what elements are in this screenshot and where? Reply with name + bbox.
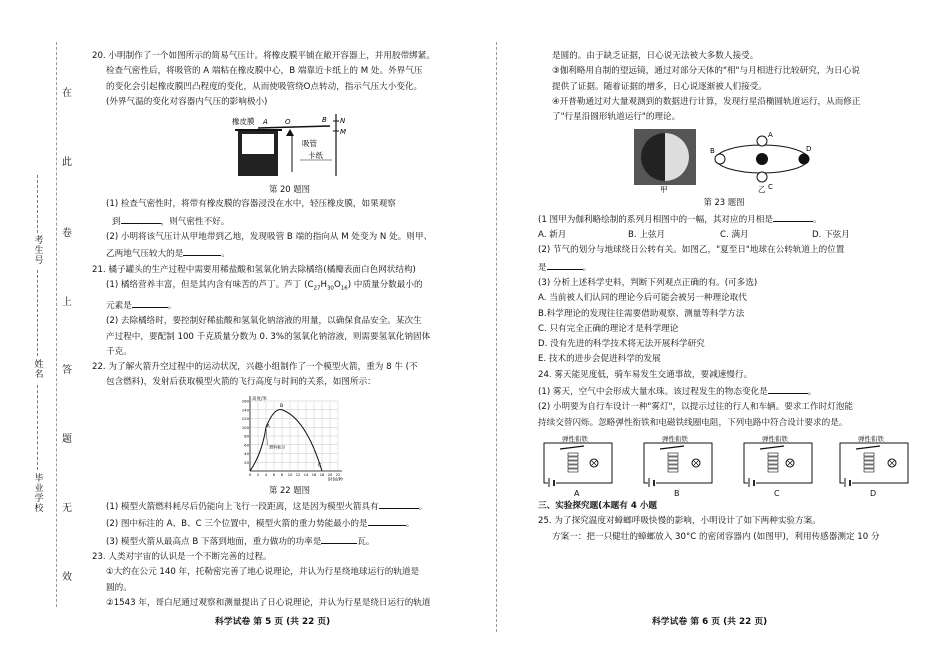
x-tick-label: 8 — [280, 472, 283, 477]
x-tick-label: 10 — [287, 472, 292, 477]
option[interactable]: C. 满月 — [720, 230, 749, 241]
coil — [568, 461, 578, 464]
label-c: C — [768, 183, 773, 192]
point-a-label: A — [266, 424, 270, 430]
label-n: N — [339, 117, 345, 126]
q23-sub1: (1 图甲为伽利略绘制的系列月相图中的一幅，其对应的月相是 。 — [538, 211, 910, 228]
answer-blank[interactable] — [183, 245, 221, 256]
seal-char: 此 — [62, 157, 72, 168]
q20-sub1: (1) 检查气密性时，将带有橡皮膜的容器浸没在水中，轻压橡皮膜，如果观察 — [106, 199, 396, 210]
label-membrane: 橡皮膜 — [231, 117, 254, 127]
seal-char: 在 — [62, 88, 72, 99]
x-tick-label: 16 — [311, 472, 316, 477]
coil — [568, 453, 578, 456]
x-axis-label: 时间/秒 — [327, 477, 343, 481]
armature — [560, 446, 584, 449]
straw-line — [258, 126, 330, 128]
armature-label: 弹性衔铁 — [562, 434, 588, 443]
container-window — [242, 134, 274, 154]
q22-line: 22. 为了解火箭升空过程中的运动状况，兴趣小组制作了一个模型火箭，重为 8 牛 (不 — [92, 362, 418, 373]
q23-sub1-options — [538, 228, 910, 243]
coil — [568, 457, 578, 460]
circuit-label-d: D — [870, 488, 877, 498]
q23-item3-cont: 提供了证据。随着证据的增多，日心说逐渐被人们接受。 — [552, 81, 767, 92]
figure-caption: 第 23 题图 — [703, 197, 745, 208]
armature — [760, 446, 784, 449]
q23-item4: ④开普勒通过对大量观测到的数据进行计算，发现行星沿椭圆轨道运行，从而修正 — [552, 96, 861, 107]
q23-item2-cont: 是圆的。由于缺乏证据，日心说无法被大多数人接受。 — [552, 51, 759, 61]
label-b: B — [321, 116, 327, 125]
q25-line: 25. 为了探究温度对蟑螂呼吸快慢的影响，小明设计了如下两种实验方案。 — [538, 516, 821, 527]
coil — [668, 469, 678, 472]
option[interactable]: B.科学理论的发现往往需要借助观察、测量等科学方法 — [538, 308, 745, 319]
label-a: A — [262, 118, 268, 127]
answer-blank[interactable] — [547, 259, 583, 270]
earth-b — [715, 154, 725, 164]
coil — [668, 453, 678, 456]
figure-caption: 第 20 题图 — [268, 184, 311, 195]
option[interactable]: A. 当前被人们认同的理论今后可能会被另一种理论取代 — [538, 293, 747, 304]
field-label-exam-number: 考生号 — [34, 236, 44, 266]
armature — [856, 446, 880, 449]
answer-blank[interactable] — [121, 213, 161, 224]
label-yi: 乙 — [758, 185, 766, 194]
earth-a — [757, 136, 767, 146]
x-tick-label: 4 — [264, 472, 267, 477]
option[interactable]: D. 没有先进的科学技术将无法开展科学研究 — [538, 339, 705, 350]
q22-sub3: (3) 模型火箭从最高点 B 下落到地面，重力做功的功率是 瓦。 — [92, 533, 487, 550]
y-tick-label: 80 — [243, 433, 249, 439]
q21-sub2-cont: 产过程中，要配制 100 千克质量分数为 0. 3%的氢氧化钠溶液，则需要氢氧化钠固体 — [106, 331, 431, 342]
label-d: D — [806, 145, 812, 154]
circuit-d[interactable] — [834, 433, 914, 493]
coil — [668, 457, 678, 460]
seal-line — [56, 42, 69, 607]
circuit-c[interactable] — [738, 433, 818, 493]
coil — [864, 457, 874, 460]
y-tick-label: 140 — [241, 407, 249, 413]
left-column — [92, 49, 487, 611]
q23-item2: ②1543 年，哥白尼通过观察和测量提出了日心说理论，并认为行星是绕日运行的轨道 — [106, 597, 431, 608]
q24-sub2: (2) 小明要为自行车设计一种"雾灯"，以提示过往的行人和车辆。要求工作时灯泡能 — [538, 402, 853, 413]
coil — [864, 461, 874, 464]
point-b-label: B — [279, 403, 283, 409]
q23-item3: ③伽利略用自制的望远镜，通过对部分天体的"相"与月相进行比较研究，为日心说 — [552, 66, 860, 77]
option[interactable]: A. 新月 — [538, 230, 567, 241]
coil — [864, 453, 874, 456]
burnout-label: 燃料耗尽 — [268, 444, 285, 450]
y-tick-label: 60 — [243, 442, 249, 448]
seal-char: 无 — [62, 503, 72, 514]
q23-item1: ①大约在公元 140 年，托勒密完善了地心说理论，并认为行星绕地球运行的轨道是 — [106, 567, 420, 578]
q24-sub2-cont: 持续交替闪烁。忽略弹性衔铁和电磁铁线圈电阻，下列电路中符合设计要求的是。 — [538, 417, 848, 428]
seal-char: 答 — [62, 365, 72, 376]
right-column — [538, 49, 910, 545]
x-tick-label: 6 — [272, 472, 275, 477]
coil — [568, 465, 578, 468]
column-divider — [496, 42, 497, 632]
field-label-school: 毕业学校 — [34, 474, 44, 514]
circuit-a[interactable] — [538, 433, 618, 493]
x-tick-label: 20 — [327, 472, 332, 477]
q21-line: 21. 橘子罐头的生产过程中需要用稀盐酸和氢氧化钠去除橘络(橘瓣表面白色网状结构) — [92, 264, 416, 275]
coil — [864, 469, 874, 472]
field-label-name: 姓名 — [34, 360, 44, 380]
point-c-label: C — [317, 463, 321, 469]
q22-line: 包含燃料)，发射后获取模型火箭的飞行高度与时间的关系，如图所示： — [106, 377, 376, 388]
earth-c — [757, 172, 767, 182]
q24-sub1: (1) 雾天，空气中会形成大量水珠。该过程发生的物态变化是 。 — [538, 383, 910, 400]
x-tick-label: 18 — [319, 472, 324, 477]
y-tick-label: 40 — [243, 450, 249, 456]
x-tick-label: 12 — [295, 472, 300, 477]
q20-sub1-cont: 到 ，则气密性不好。 — [92, 213, 487, 230]
coil — [768, 453, 778, 456]
y-tick-label: 120 — [241, 415, 249, 421]
height-curve — [250, 409, 322, 470]
q23-item4-cont: 了"行星沿圆形轨道运行"的理论。 — [552, 112, 681, 123]
coil — [768, 461, 778, 464]
barometer-figure — [230, 112, 350, 180]
circuit-label-b: B — [674, 488, 680, 498]
q20-sub2-cont: 乙两地气压较大的是 。 — [92, 245, 487, 262]
q23-item1-cont: 圆的。 — [106, 582, 132, 593]
q24-line: 24. 雾天能见度低，骑车易发生交通事故，要减速慢行。 — [538, 369, 753, 380]
option[interactable]: E. 技术的进步会促进科学的发展 — [538, 354, 661, 365]
field-line — [37, 270, 38, 356]
sun — [756, 153, 768, 165]
coil — [768, 469, 778, 472]
coil — [768, 465, 778, 468]
circuit-label-a: A — [574, 488, 580, 498]
q25-line: 方案一：把一只健壮的蟑螂放入 30°C 的密闭容器内 (如图甲)，利用传感器测定 10 分 — [552, 531, 880, 542]
seal-char: 题 — [62, 434, 72, 445]
figure-caption: 第 22 题图 — [268, 484, 311, 495]
q20-line: (外界气温的变化对容器内气压的影响极小) — [106, 96, 268, 107]
q21-sub1: (1) 橘络营养丰富，但是其内含有味苦的芦丁。芦丁 $(C_{27}H_{30}O_{16})$ 中质量分数最小的 — [106, 279, 423, 292]
pivot-o — [286, 129, 294, 136]
x-tick-label: 14 — [303, 472, 308, 477]
answer-blank[interactable] — [768, 383, 808, 394]
q22-sub1: (1) 模型火箭燃料耗尽后仍能向上飞行一段距离，这是因为模型火箭具有 。 — [92, 498, 487, 515]
armature — [660, 446, 684, 449]
coil — [864, 465, 874, 468]
coil — [668, 461, 678, 464]
coil — [668, 465, 678, 468]
seal-char: 效 — [62, 572, 72, 583]
armature-label: 弹性衔铁 — [762, 434, 788, 443]
label-straw: 吸管 — [301, 139, 317, 149]
burnout-leader — [266, 429, 268, 446]
x-tick-label: 2 — [256, 472, 259, 477]
rocket-chart-svg — [234, 393, 346, 481]
page-footer-left: 科学试卷 第 5 页 (共 22 页) — [215, 617, 331, 627]
earth-d — [799, 154, 809, 164]
q20-line: 的变化会引起橡皮膜凹凸程度的变化，从而使吸管绕O点转动，指示气压大小变化。 — [106, 81, 423, 92]
circuit-label-c: C — [774, 488, 780, 498]
armature-label: 弹性衔铁 — [858, 434, 884, 443]
label-a: A — [768, 131, 773, 140]
q22-sub2: (2) 图中标注的 A、B、C 三个位置中，模型火箭的重力势能最小的是 。 — [92, 515, 487, 532]
answer-blank[interactable] — [773, 211, 813, 222]
option[interactable]: B. 上弦月 — [628, 230, 666, 241]
answer-blank[interactable] — [321, 533, 357, 544]
q23-sub2-cont: 是 。 — [538, 259, 910, 276]
q20-line: 20. 小明制作了一个如图所示的简易气压计。将橡皮膜平铺在敞开容器上，并用胶带绑紧。 — [92, 51, 435, 61]
y-axis-label: 高度/米 — [251, 396, 267, 402]
armature-label: 弹性衔铁 — [662, 434, 688, 443]
label-card: 卡纸 — [307, 151, 323, 161]
q20-line: 检查气密性后，将吸管的 A 端粘在橡皮膜中心，B 端靠近卡纸上的 M 处。外界气压 — [106, 66, 423, 77]
label-jia: 甲 — [660, 185, 668, 194]
option[interactable]: D. 下弦月 — [812, 230, 850, 241]
q20-sub2: (2) 小明将该气压计从甲地带到乙地，发现吸管 B 端的指向从 M 处变为 N 处。则甲、 — [106, 232, 433, 243]
rocket-height-chart — [234, 393, 346, 481]
q21-sub1-cont: 元素是 。 — [92, 297, 487, 314]
y-tick-label: 20 — [243, 459, 249, 465]
x-tick-label: 22 — [335, 472, 340, 477]
label-m: M — [339, 128, 346, 137]
answer-blank[interactable] — [368, 515, 406, 526]
answer-blank[interactable] — [379, 498, 419, 509]
page-footer-right: 科学试卷 第 6 页 (共 22 页) — [652, 617, 768, 627]
q21-sub2-cont: 千克。 — [106, 346, 132, 357]
label-b: B — [710, 147, 715, 156]
coil — [768, 457, 778, 460]
section-heading: 三、实验探究题(本题有 4 小题 — [538, 500, 658, 511]
y-tick-label: 100 — [241, 424, 249, 430]
circuit-options — [538, 433, 910, 497]
field-line — [37, 385, 38, 470]
circuit-b[interactable] — [638, 433, 718, 493]
seal-char: 卷 — [62, 228, 72, 239]
seal-char: 上 — [62, 297, 72, 308]
option[interactable]: C. 只有完全正确的理论才是科学理论 — [538, 323, 679, 334]
q23-sub3: (3) 分析上述科学史料，判断下列观点正确的有。(可多选) — [538, 277, 758, 288]
field-line — [37, 175, 38, 233]
label-o: O — [284, 118, 291, 127]
moon-orbit-figure — [634, 127, 814, 193]
y-tick-label: 160 — [241, 398, 249, 404]
q23-line: 23. 人类对宇宙的认识是一个不断完善的过程。 — [92, 551, 272, 562]
x-tick-label: 0 — [248, 472, 251, 477]
q23-sub2: (2) 节气的划分与地球绕日公转有关。如图乙，"夏至日"地球在公转轨道上的位置 — [538, 245, 845, 256]
coil — [568, 469, 578, 472]
answer-blank[interactable] — [132, 297, 168, 308]
q21-sub2: (2) 去除橘络时，要控制好稀盐酸和氢氧化钠溶液的用量，以确保食品安全。某次生 — [106, 316, 422, 327]
